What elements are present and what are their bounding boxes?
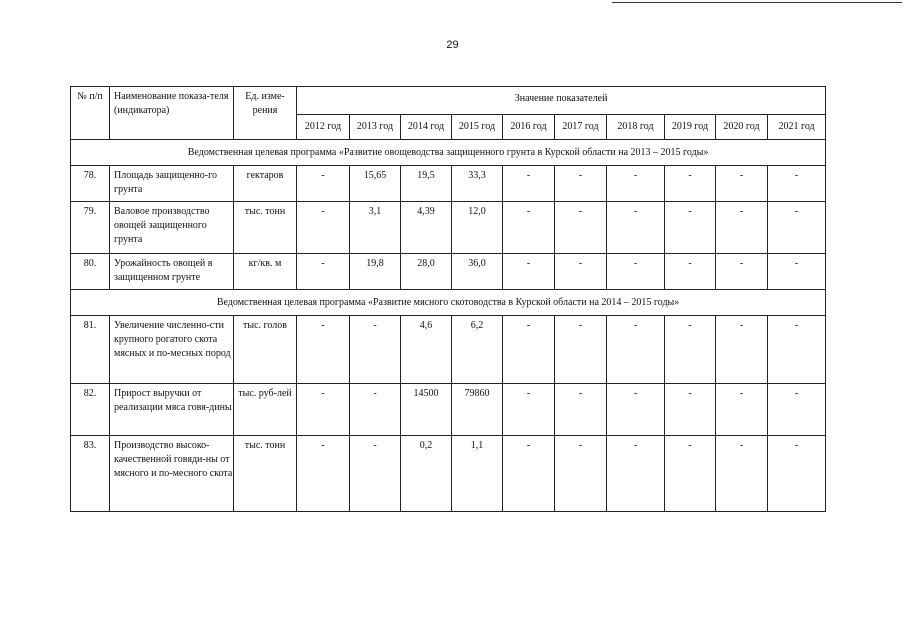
unit: тыс. голов: [234, 316, 297, 384]
table-row: [71, 254, 826, 290]
value-cell: 4,6: [401, 316, 452, 384]
value-cell: -: [768, 384, 826, 436]
header-year: 2014 год: [401, 115, 452, 140]
row-number: 83.: [71, 436, 110, 512]
value-cell: -: [503, 316, 555, 384]
value-cell: -: [716, 384, 768, 436]
value-cell: -: [297, 436, 350, 512]
value-cell: -: [607, 254, 665, 290]
table-row: [71, 202, 826, 254]
value-cell: -: [555, 254, 607, 290]
value-cell: -: [503, 384, 555, 436]
row-number: 81.: [71, 316, 110, 384]
value-cell: -: [716, 202, 768, 254]
header-year: 2016 год: [503, 115, 555, 140]
header-year: 2021 год: [768, 115, 826, 140]
header-year: 2019 год: [665, 115, 716, 140]
value-cell: 6,2: [452, 316, 503, 384]
table-row: [71, 384, 826, 436]
value-cell: -: [297, 254, 350, 290]
value-cell: 14500: [401, 384, 452, 436]
value-cell: -: [665, 316, 716, 384]
value-cell: -: [555, 436, 607, 512]
value-cell: -: [768, 436, 826, 512]
value-cell: 4,39: [401, 202, 452, 254]
value-cell: -: [768, 166, 826, 202]
section-title-row: [71, 290, 826, 316]
value-cell: -: [716, 254, 768, 290]
value-cell: 1,1: [452, 436, 503, 512]
row-number: 79.: [71, 202, 110, 254]
table-row: [71, 316, 826, 384]
value-cell: -: [665, 384, 716, 436]
unit: гектаров: [234, 166, 297, 202]
value-cell: -: [350, 384, 401, 436]
value-cell: 33,3: [452, 166, 503, 202]
row-number: 78.: [71, 166, 110, 202]
section-title: Ведомственная целевая программа «Развитие овощеводства защищенного грунта в Курской области на 2013 – 2015 годы»: [71, 140, 826, 166]
value-cell: -: [503, 202, 555, 254]
unit: тыс. тонн: [234, 436, 297, 512]
value-cell: -: [607, 384, 665, 436]
header-values-group: Значение показателей: [297, 87, 826, 115]
value-cell: -: [607, 202, 665, 254]
value-cell: 0,2: [401, 436, 452, 512]
indicator-name: Урожайность овощей в защищенном грунте: [110, 254, 234, 290]
indicator-name: Прирост выручки от реализации мяса говя-дины: [110, 384, 234, 436]
value-cell: -: [555, 384, 607, 436]
header-year: 2018 год: [607, 115, 665, 140]
value-cell: -: [350, 316, 401, 384]
value-cell: -: [350, 436, 401, 512]
header-year: 2020 год: [716, 115, 768, 140]
indicator-name: Увеличение численно-сти крупного рогатого скота мясных и по-месных пород: [110, 316, 234, 384]
header-unit: Ед. изме-рения: [234, 87, 297, 140]
value-cell: -: [297, 202, 350, 254]
value-cell: -: [768, 316, 826, 384]
value-cell: -: [555, 202, 607, 254]
header-num: № п/п: [71, 87, 110, 140]
value-cell: -: [665, 202, 716, 254]
value-cell: -: [607, 166, 665, 202]
table-row: [71, 436, 826, 512]
value-cell: -: [297, 316, 350, 384]
top-rule: [612, 2, 902, 3]
unit: кг/кв. м: [234, 254, 297, 290]
unit: тыс. тонн: [234, 202, 297, 254]
value-cell: 19,5: [401, 166, 452, 202]
value-cell: -: [716, 166, 768, 202]
header-name: Наименование показа-теля (индикатора): [110, 87, 234, 140]
table-row: [71, 166, 826, 202]
value-cell: -: [555, 166, 607, 202]
value-cell: -: [297, 166, 350, 202]
section-title: Ведомственная целевая программа «Развитие мясного скотоводства в Курской области на 2014 – 2015 годы»: [71, 290, 826, 316]
row-number: 80.: [71, 254, 110, 290]
header-year: 2017 год: [555, 115, 607, 140]
value-cell: -: [503, 254, 555, 290]
value-cell: -: [665, 166, 716, 202]
value-cell: -: [503, 436, 555, 512]
value-cell: 3,1: [350, 202, 401, 254]
header-year: 2013 год: [350, 115, 401, 140]
value-cell: -: [555, 316, 607, 384]
indicator-name: Площадь защищенно-го грунта: [110, 166, 234, 202]
value-cell: 15,65: [350, 166, 401, 202]
unit: тыс. руб-лей: [234, 384, 297, 436]
value-cell: -: [768, 202, 826, 254]
value-cell: -: [607, 316, 665, 384]
section-title-row: [71, 140, 826, 166]
indicator-name: Валовое производство овощей защищенного грунта: [110, 202, 234, 254]
value-cell: 36,0: [452, 254, 503, 290]
indicator-name: Производство высоко-качественной говяди-ны от мясного и по-месного скота: [110, 436, 234, 512]
value-cell: 12,0: [452, 202, 503, 254]
value-cell: -: [665, 254, 716, 290]
page-number: 29: [446, 39, 459, 51]
header-year: 2015 год: [452, 115, 503, 140]
header-year: 2012 год: [297, 115, 350, 140]
value-cell: -: [607, 436, 665, 512]
value-cell: -: [716, 316, 768, 384]
value-cell: -: [665, 436, 716, 512]
value-cell: -: [716, 436, 768, 512]
header-row: [71, 87, 826, 115]
indicators-table: [70, 86, 826, 512]
value-cell: -: [768, 254, 826, 290]
value-cell: 79860: [452, 384, 503, 436]
row-number: 82.: [71, 384, 110, 436]
value-cell: -: [297, 384, 350, 436]
value-cell: 19,8: [350, 254, 401, 290]
value-cell: 28,0: [401, 254, 452, 290]
value-cell: -: [503, 166, 555, 202]
